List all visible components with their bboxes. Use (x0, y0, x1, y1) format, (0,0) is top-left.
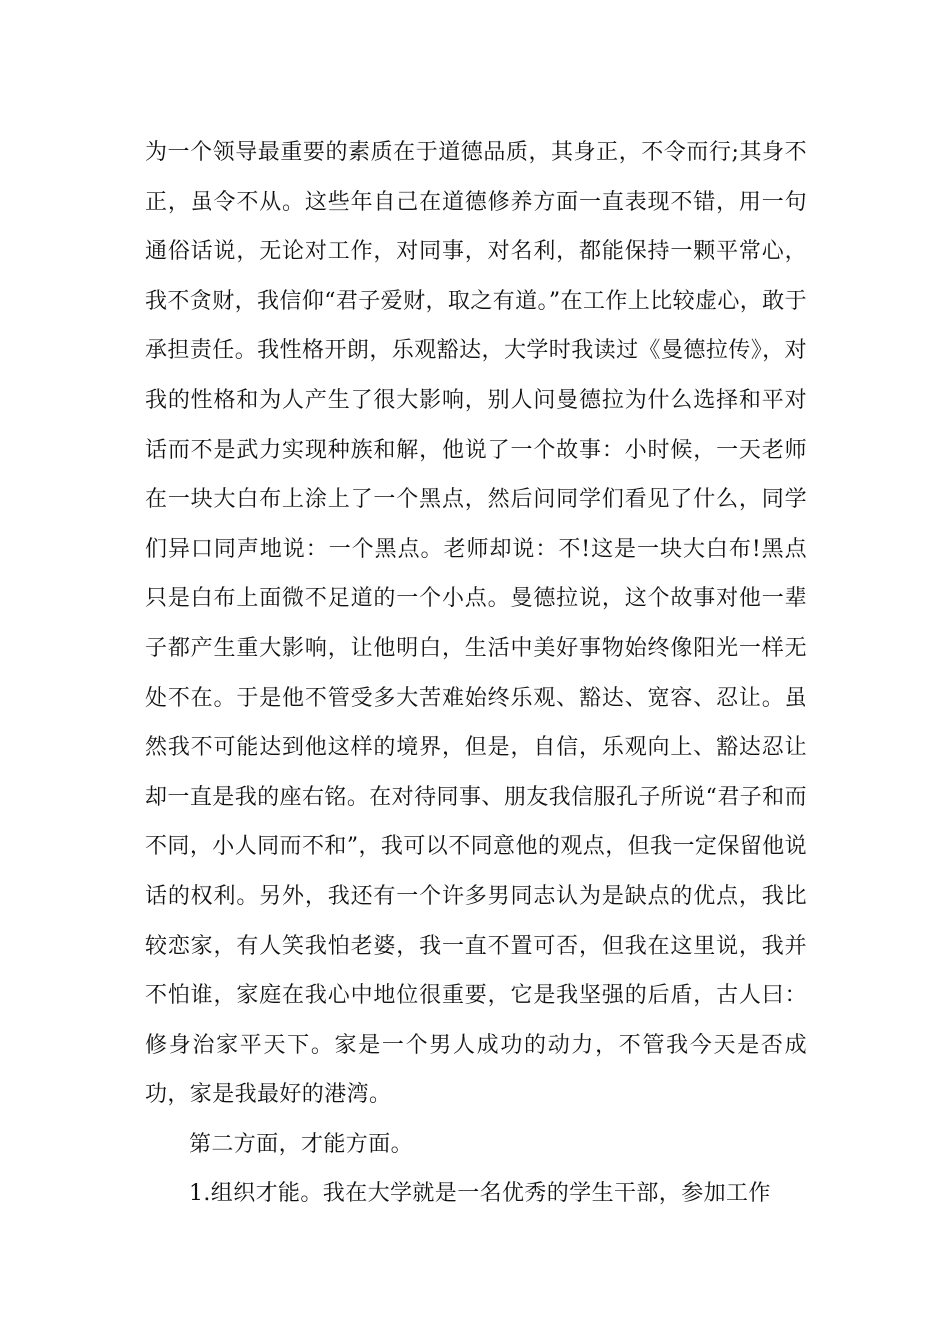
document-body (145, 128, 807, 1219)
section-heading-talent: 第二方面，才能方面。 (189, 1131, 414, 1157)
paragraph-organizational-talent: 1.组织才能。我在大学就是一名优秀的学生干部，参加工作 (189, 1181, 771, 1207)
paragraph-moral-character: 为一个领导最重要的素质在于道德品质，其身正，不令而行;其身不正，虽令不从。这些年自己在道德修养方面一直表现不错，用一句通俗话说，无论对工作，对同事，对名利，都能保持一颗平常心，我不贪财，我信仰“君子爱财，取之有道。”在工作上比较虚心，敢于承担责任。我性格开朗，乐观豁达，大学时我读过《曼德拉传》，对我的性格和为人产生了很大影响，别人问曼德拉为什么选择和平对话而不是武力实现种族和解，他说了一个故事：小时候，一天老师在一块大白布上涂上了一个黑点，然后问同学们看见了什么，同学们异口同声地说：一个黑点。老师却说：不!这是一块大白布!黑点只是白布上面微不足道的一个小点。曼德拉说，这个故事对他一辈子都产生重大影响，让他明白，生活中美好事物始终像阳光一样无处不在。于是他不管受多大苦难始终乐观、豁达、宽容、忍让。虽然我不可能达到他这样的境界，但是，自信，乐观向上、豁达忍让却一直是我的座右铭。在对待同事、朋友我信服孔子所说“君子和而不同，小人同而不和”，我可以不同意他的观点，但我一定保留他说话的权利。另外，我还有一个许多男同志认为是缺点的优点，我比较恋家，有人笑我怕老婆，我一直不置可否，但我在这里说，我并不怕谁，家庭在我心中地位很重要，它是我坚强的后盾，古人曰：修身治家平天下。家是一个男人成功的动力，不管我今天是否成功，家是我最好的港湾。 (145, 140, 807, 1108)
